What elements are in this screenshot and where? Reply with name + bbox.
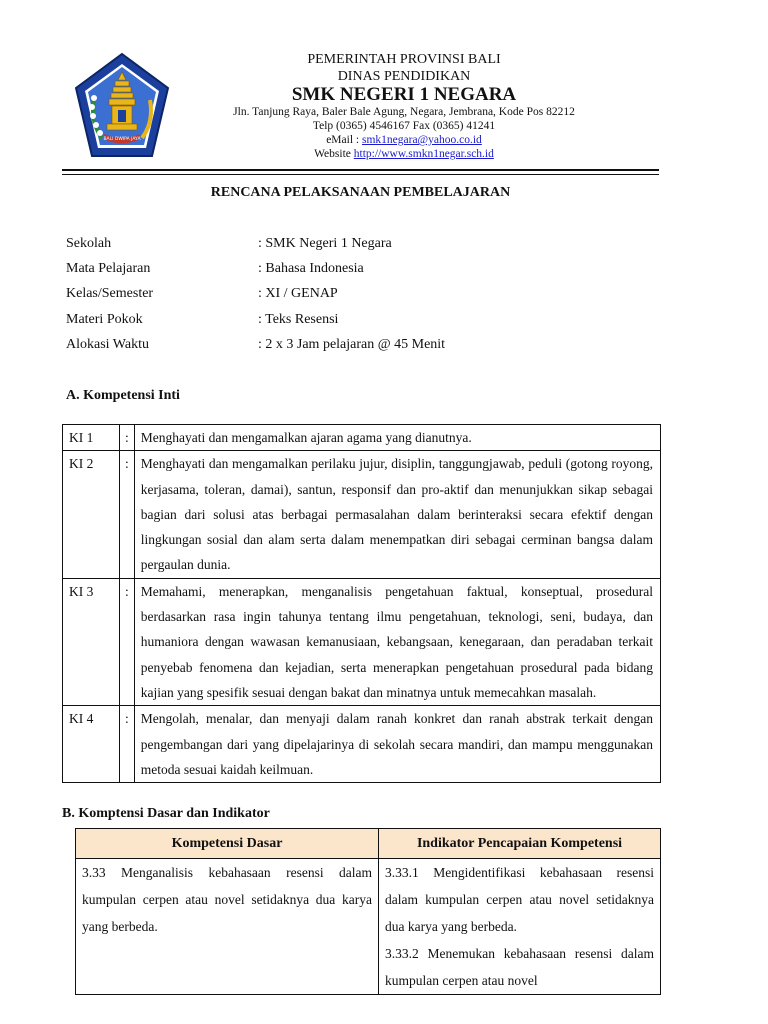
ki-description: Mengolah, menalar, dan menyaji dalam ranah konkret dan ranah abstrak terkait dengan pengembangan dari yang dipelajarinya di sekolah secara mandiri, dan mampu menggunakan metoda sesuai kaidah keilmuan. [134,706,660,783]
email-link[interactable]: smk1negara@yahoo.co.id [361,134,482,146]
ki-code: KI 2 [63,451,120,578]
ki-description: Menghayati dan mengamalkan perilaku jujur, disiplin, tanggungjawab, peduli (gotong royong, kerjasama, toleran, damai), santun, responsif dan pro-aktif dan menunjukkan sikap sebagai bagian dari solusi atas berbagai permasalahan dalam berinteraksi secara efektif dengan lingkungan sosial dan alam serta dalam menempatkan diri sebagai cerminan bangsa dalam pergaulan dunia. [134,451,660,578]
website-link[interactable]: http://www.smkn1negar.sch.id [353,148,494,160]
column-header-kd: Kompetensi Dasar [76,829,379,859]
identity-label: Materi Pokok [66,312,143,327]
identity-value: : Teks Resensi [258,312,339,327]
identity-row-class [66,286,666,308]
letterhead-website-line [196,148,612,160]
ki-code: KI 1 [63,425,120,451]
kd-cell: 3.33 Menganalisis kebahasaan resensi dalam kumpulan cerpen atau novel setidaknya dua karya yang berbeda. [76,859,379,995]
document-title: RENCANA PELAKSANAAN PEMBELAJARAN [210,185,511,200]
table-row [63,706,661,783]
logo-motto: BALI DWIPA JAYA [103,137,141,142]
identity-label: Alokasi Waktu [66,337,149,352]
ki-colon: : [120,425,135,451]
ki-description: Menghayati dan mengamalkan ajaran agama yang dianutnya. [134,425,660,451]
identity-value: : Bahasa Indonesia [258,261,364,276]
section-b-heading: B. Komptensi Dasar dan Indikator [62,806,270,821]
letterhead-school-name: SMK NEGERI 1 NEGARA [291,84,517,105]
table-row [63,578,661,705]
table-row [76,859,661,995]
indicator-cell [379,859,661,995]
ki-colon: : [120,706,135,783]
ki-code: KI 4 [63,706,120,783]
indicator-item: 3.33.1 Mengidentifikasi kebahasaan resensi dalam kumpulan cerpen atau novel setidaknya dua karya yang berbeda. [385,865,654,934]
letterhead-email-line [196,134,612,146]
bali-province-logo [74,52,170,160]
email-label: eMail : [326,134,362,146]
basic-competency-table [75,828,661,995]
ki-colon: : [120,578,135,705]
ki-description: Memahami, menerapkan, menganalisis pengetahuan faktual, konseptual, prosedural berdasarkan rasa ingin tahunya tentang ilmu pengetahuan, teknologi, seni, budaya, dan humaniora dengan wawasan kemanusiaan, kebangsaan, kenegaraan, dan peradaban terkait penyebab fenomena dan kejadian, serta menerapkan pengetahuan prosedural pada bidang kajian yang spesifik sesuai dengan bakat dan minatnya untuk memecahkan masalah. [134,578,660,705]
core-competency-table [62,424,661,783]
table-row [63,425,661,451]
identity-row-topic [66,312,666,334]
letterhead-phone: Telp (0365) 4546167 Fax (0365) 41241 [312,120,496,132]
letterhead-department: DINAS PENDIDIKAN [337,69,471,84]
identity-row-time [66,337,666,359]
ki-code: KI 3 [63,578,120,705]
column-header-indicator: Indikator Pencapaian Kompetensi [379,829,661,859]
indicator-item: 3.33.2 Menemukan kebahasaan resensi dalam kumpulan cerpen atau novel [385,946,654,988]
table-header-row [76,829,661,859]
identity-row-school [66,236,666,258]
section-a-heading: A. Kompetensi Inti [66,388,180,403]
website-label: Website [314,148,354,160]
identity-value: : XI / GENAP [258,286,338,301]
ki-colon: : [120,451,135,578]
table-row [63,451,661,578]
identity-row-subject [66,261,666,283]
identity-label: Sekolah [66,236,112,251]
identity-label: Mata Pelajaran [66,261,151,276]
letterhead-address: Jln. Tanjung Raya, Baler Bale Agung, Negara, Jembrana, Kode Pos 82212 [233,106,575,118]
letterhead-thin-rule [62,174,659,175]
letterhead-thick-rule [62,169,659,171]
identity-value: : SMK Negeri 1 Negara [258,236,392,251]
identity-label: Kelas/Semester [66,286,154,301]
letterhead-government: PEMERINTAH PROVINSI BALI [307,52,501,67]
identity-value: : 2 x 3 Jam pelajaran @ 45 Menit [258,337,446,352]
